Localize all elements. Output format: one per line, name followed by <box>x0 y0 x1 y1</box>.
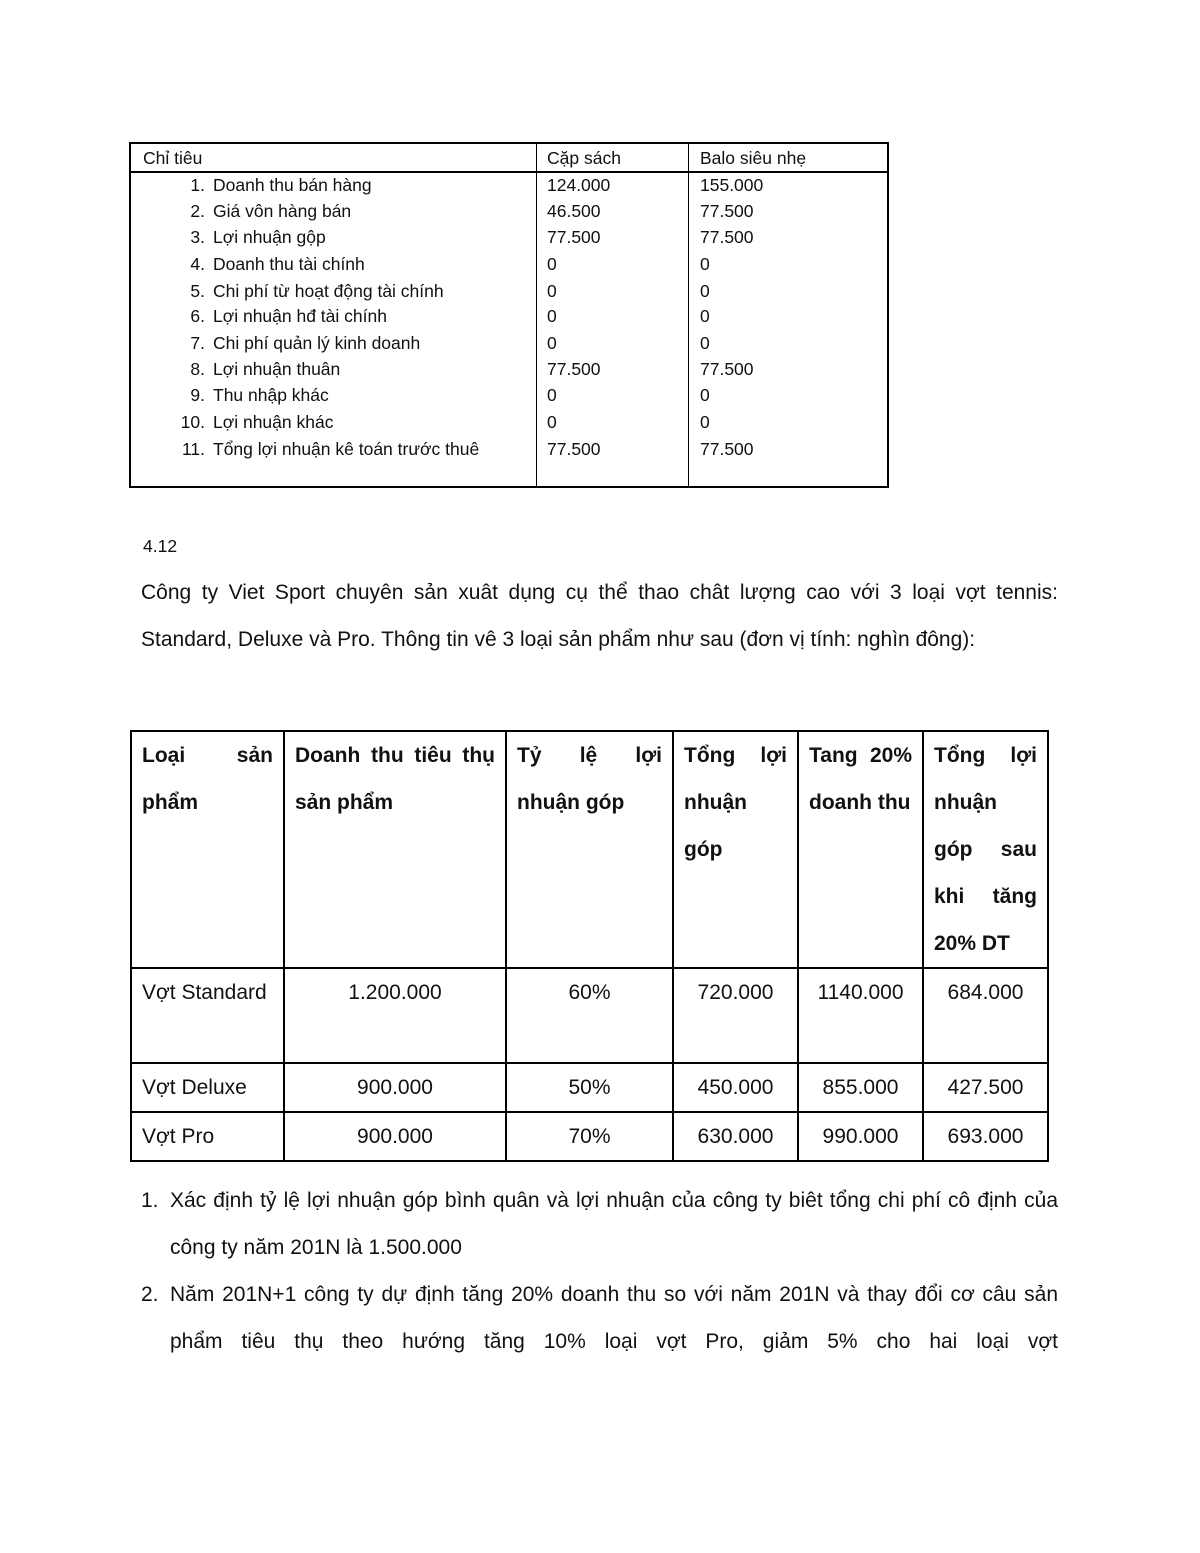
row-number: 10. <box>180 412 205 432</box>
row-label: Lợi nhuận hđ tài chính <box>213 306 387 326</box>
question-number: 2. <box>141 1283 159 1306</box>
header-contribution-after: Tổng lợi nhuận góp sau khi tăng 20% DT <box>923 731 1048 968</box>
table-row <box>131 439 887 465</box>
row-label: Doanh thu bán hàng <box>213 175 372 195</box>
table-row <box>131 254 887 280</box>
cap-sach-value: 124.000 <box>547 175 611 195</box>
balo-value: 0 <box>700 306 710 326</box>
row-number: 7. <box>190 333 205 353</box>
contribution-after-value: 427.500 <box>923 1063 1048 1112</box>
rate-value: 60% <box>506 968 673 1063</box>
balo-value: 0 <box>700 333 710 353</box>
question-text: Xác định tỷ lệ lợi nhuận góp bình quân và lợi nhuận của công ty biêt tổng chi phí cô định của công ty năm 201N là 1.500.000 <box>170 1189 1058 1259</box>
contribution-after-value: 693.000 <box>923 1112 1048 1161</box>
contribution-after-value: 684.000 <box>923 968 1048 1063</box>
revenue-up-20-value: 855.000 <box>798 1063 923 1112</box>
balo-value: 0 <box>700 281 710 301</box>
row-label: Chi phí quản lý kinh doanh <box>213 333 421 353</box>
header-product-type: Loại sản phẩm <box>131 731 284 968</box>
product-name: Vợt Deluxe <box>131 1063 284 1112</box>
row-number: 4. <box>190 254 205 274</box>
balo-value: 0 <box>700 254 710 274</box>
table-row <box>131 412 887 438</box>
question-item <box>141 1177 1058 1271</box>
row-label: Doanh thu tài chính <box>213 254 365 274</box>
header-chi-tieu: Chỉ tiêu <box>143 148 203 168</box>
income-table-header <box>131 144 887 173</box>
balo-value: 0 <box>700 412 710 432</box>
table-row <box>131 201 887 227</box>
income-statement-table <box>129 142 889 488</box>
cap-sach-value: 46.500 <box>547 201 601 221</box>
row-label: Lợi nhuận thuân <box>213 359 341 379</box>
revenue-up-20-value: 990.000 <box>798 1112 923 1161</box>
table-row <box>131 281 887 307</box>
table-row <box>131 1063 1048 1112</box>
table-row <box>131 968 1048 1063</box>
row-number: 6. <box>190 306 205 326</box>
revenue-value: 1.200.000 <box>284 968 506 1063</box>
row-number: 3. <box>190 227 205 247</box>
header-contribution-rate: Tỷ lệ lợi nhuận góp <box>506 731 673 968</box>
row-label: Lợi nhuận khác <box>213 412 334 432</box>
header-revenue-up-20: Tang 20% doanh thu <box>798 731 923 968</box>
cap-sach-value: 0 <box>547 333 557 353</box>
header-total-contribution: Tổng lợi nhuận góp <box>673 731 798 968</box>
question-number: 1. <box>141 1189 159 1212</box>
row-label: Thu nhập khác <box>213 385 329 405</box>
question-text: Năm 201N+1 công ty dự định tăng 20% doanh thu so với năm 201N và thay đổi cơ câu sản phẩm tiêu thụ theo hướng tăng 10% loại vợt Pro, giảm 5% cho hai loại vợt <box>170 1283 1058 1353</box>
contribution-value: 630.000 <box>673 1112 798 1161</box>
cap-sach-value: 0 <box>547 281 557 301</box>
revenue-value: 900.000 <box>284 1112 506 1161</box>
section-number: 4.12 <box>143 536 178 556</box>
table-row <box>131 175 887 201</box>
table-row <box>131 306 887 332</box>
table-row <box>131 385 887 411</box>
product-name: Vợt Standard <box>131 968 284 1063</box>
header-balo: Balo siêu nhẹ <box>700 148 807 168</box>
row-number: 11. <box>181 439 205 459</box>
row-number: 8. <box>190 359 205 379</box>
balo-value: 77.500 <box>700 201 754 221</box>
balo-value: 77.500 <box>700 227 754 247</box>
balo-value: 77.500 <box>700 359 754 379</box>
row-label: Giá vôn hàng bán <box>213 201 352 221</box>
cap-sach-value: 0 <box>547 412 557 432</box>
balo-value: 0 <box>700 385 710 405</box>
row-number: 5. <box>190 281 205 301</box>
rate-value: 70% <box>506 1112 673 1161</box>
header-revenue: Doanh thu tiêu thụ sản phẩm <box>284 731 506 968</box>
row-number: 2. <box>190 201 205 221</box>
revenue-value: 900.000 <box>284 1063 506 1112</box>
table-row <box>131 359 887 385</box>
cap-sach-value: 0 <box>547 385 557 405</box>
cap-sach-value: 0 <box>547 254 557 274</box>
contribution-value: 720.000 <box>673 968 798 1063</box>
header-cap-sach: Cặp sách <box>547 148 621 168</box>
cap-sach-value: 77.500 <box>547 359 601 379</box>
product-table <box>130 730 1049 1162</box>
row-number: 9. <box>190 385 205 405</box>
product-table-header <box>131 731 1048 968</box>
table-row <box>131 1112 1048 1161</box>
question-list <box>141 1177 1058 1365</box>
table-row <box>131 333 887 359</box>
rate-value: 50% <box>506 1063 673 1112</box>
row-label: Lợi nhuận gộp <box>213 227 326 247</box>
row-number: 1. <box>190 175 205 195</box>
cap-sach-value: 0 <box>547 306 557 326</box>
product-name: Vợt Pro <box>131 1112 284 1161</box>
cap-sach-value: 77.500 <box>547 439 601 459</box>
row-label: Chi phí từ hoạt động tài chính <box>213 281 444 301</box>
revenue-up-20-value: 1140.000 <box>798 968 923 1063</box>
balo-value: 155.000 <box>700 175 764 195</box>
table-row <box>131 227 887 253</box>
question-item <box>141 1271 1058 1365</box>
row-label: Tổng lợi nhuận kê toán trước thuê <box>213 439 480 459</box>
contribution-value: 450.000 <box>673 1063 798 1112</box>
balo-value: 77.500 <box>700 439 754 459</box>
intro-paragraph: Công ty Viet Sport chuyên sản xuât dụng cụ thể thao chât lượng cao với 3 loại vợt tennis: Standard, Deluxe và Pro. Thông tin vê 3 loại sản phẩm như sau (đơn vị tính: nghìn đông): <box>141 581 1058 651</box>
cap-sach-value: 77.500 <box>547 227 601 247</box>
